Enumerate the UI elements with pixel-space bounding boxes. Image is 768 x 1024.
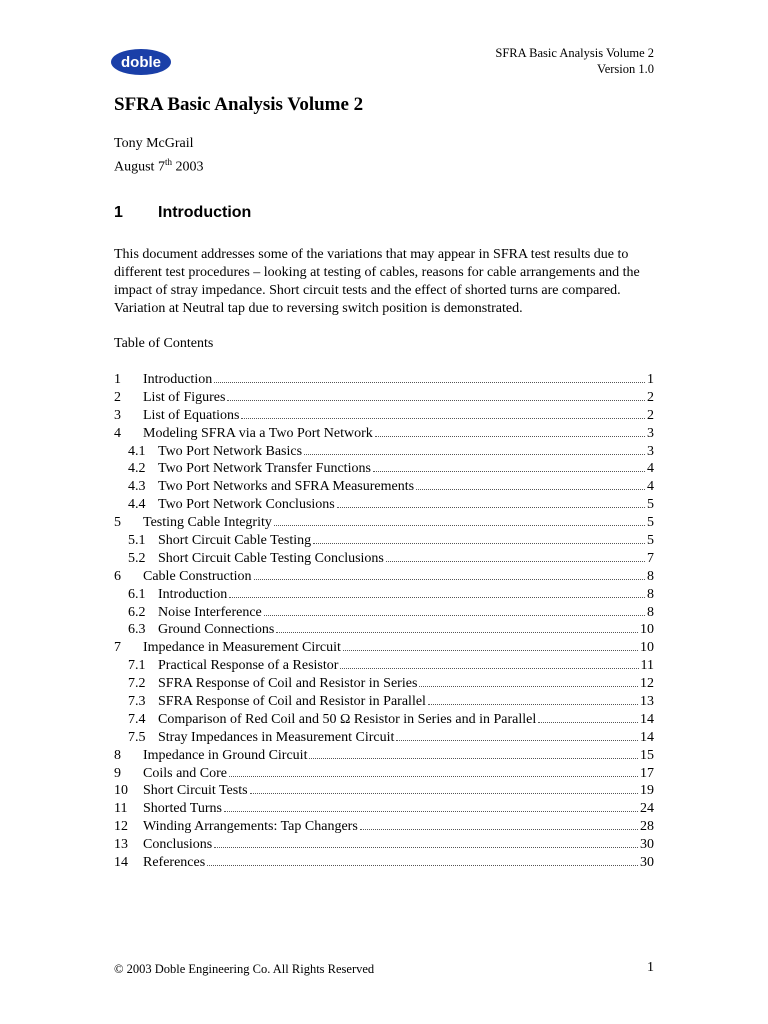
toc-entry-title: Short Circuit Tests xyxy=(143,783,248,799)
toc-dot-leader xyxy=(274,513,645,526)
toc-entry-number: 10 xyxy=(114,783,128,799)
toc-entry-number: 7.3 xyxy=(128,694,146,710)
toc-entry-number: 12 xyxy=(114,819,128,835)
toc-entry-page: 10 xyxy=(640,640,654,656)
toc-entry-number: 6 xyxy=(114,568,121,584)
footer-page-number: 1 xyxy=(647,960,654,975)
toc-dot-leader xyxy=(207,853,638,866)
toc-entry-page: 28 xyxy=(640,819,654,835)
toc-entry-number: 7.5 xyxy=(128,729,146,745)
toc-entry-page: 14 xyxy=(640,729,654,745)
toc-entry-number: 13 xyxy=(114,837,128,853)
toc-entry[interactable] xyxy=(114,459,654,477)
toc-entry-number: 4.1 xyxy=(128,443,146,459)
toc-entry-page: 5 xyxy=(647,497,654,513)
toc-dot-leader xyxy=(313,531,645,544)
toc-entry-number: 14 xyxy=(114,855,128,871)
toc-entry-title: References xyxy=(143,855,206,871)
toc-entry[interactable] xyxy=(114,477,654,495)
toc-entry-title: Two Port Networks and SFRA Measurements xyxy=(158,479,415,495)
toc-entry-number: 11 xyxy=(114,801,128,817)
page-header xyxy=(495,45,654,77)
toc-entry-title: Shorted Turns xyxy=(143,801,222,817)
toc-entry-page: 11 xyxy=(640,658,654,674)
toc-dot-leader xyxy=(360,817,638,830)
toc-dot-leader xyxy=(224,799,638,812)
toc-entry-title: Introduction xyxy=(158,586,228,602)
toc-dot-leader xyxy=(276,620,638,633)
toc-entry-title: Two Port Network Basics xyxy=(158,443,303,459)
document-title: SFRA Basic Analysis Volume 2 xyxy=(114,94,364,115)
toc-entry-number: 4.4 xyxy=(128,497,146,513)
toc-entry-page: 7 xyxy=(647,550,654,566)
toc-entry-title: Introduction xyxy=(143,372,213,387)
toc-entry-title: List of Figures xyxy=(143,389,226,405)
toc-entry-page: 1 xyxy=(647,372,654,387)
toc-entry-title: Coils and Core xyxy=(143,765,227,781)
toc-entry-page: 3 xyxy=(647,425,654,441)
toc-dot-leader xyxy=(227,388,645,401)
toc-dot-leader xyxy=(264,603,645,616)
toc-entry-page: 19 xyxy=(640,783,654,799)
toc-entry-number: 5.2 xyxy=(128,550,146,566)
toc-dot-leader xyxy=(396,728,638,741)
section-number: 1 xyxy=(114,204,123,221)
toc-dot-leader xyxy=(416,477,645,490)
toc-entry[interactable] xyxy=(114,406,654,424)
toc-entry-title: Testing Cable Integrity xyxy=(143,515,272,531)
toc-entry-page: 3 xyxy=(647,443,654,459)
toc-dot-leader xyxy=(229,764,638,777)
intro-paragraph: This document addresses some of the variations that may appear in SFRA test results due to different test procedures – looking at testing of cables, reasons for cable arrangements and the impact of stray impedance. Short circuit tests and the effect of shorted turns are compared. Variation at Neutral tap due to reversing switch position is demonstrated. xyxy=(114,247,640,316)
toc-entry[interactable] xyxy=(114,728,654,746)
toc-entry-number: 7.4 xyxy=(128,711,146,727)
toc-entry-title: Short Circuit Cable Testing Conclusions xyxy=(158,550,384,566)
toc-entry[interactable] xyxy=(114,531,654,549)
document-date: August 7th 2003 xyxy=(114,157,204,175)
toc-dot-leader xyxy=(419,674,638,687)
toc-entry-title: Practical Response of a Resistor xyxy=(158,658,339,674)
toc-entry-page: 13 xyxy=(640,694,654,710)
toc-entry-number: 7.2 xyxy=(128,676,146,692)
toc-entry-page: 14 xyxy=(640,711,654,727)
toc-entry-title: Conclusions xyxy=(143,837,213,853)
toc-entry[interactable] xyxy=(114,513,654,531)
toc-dot-leader xyxy=(254,567,646,580)
toc-entry-page: 8 xyxy=(647,604,654,620)
toc-entry[interactable] xyxy=(114,388,654,406)
toc-entry-page: 17 xyxy=(640,765,654,781)
toc-dot-leader xyxy=(343,638,638,651)
table-of-contents xyxy=(114,370,654,871)
toc-entry-page: 30 xyxy=(640,837,654,853)
toc-entry-page: 5 xyxy=(647,533,654,549)
toc-entry-page: 24 xyxy=(640,801,654,817)
section-title: Introduction xyxy=(158,204,252,221)
toc-entry-title: Impedance in Measurement Circuit xyxy=(143,640,341,656)
doble-logo-mark xyxy=(110,47,172,77)
toc-entry[interactable] xyxy=(114,853,654,871)
toc-entry-title: SFRA Response of Coil and Resistor in Series xyxy=(158,676,418,692)
toc-entry[interactable] xyxy=(114,370,654,388)
toc-entry[interactable] xyxy=(114,674,654,692)
toc-dot-leader xyxy=(373,459,645,472)
toc-entry-number: 4 xyxy=(114,425,121,441)
toc-entry[interactable] xyxy=(114,549,654,567)
toc-dot-leader xyxy=(386,549,645,562)
toc-dot-leader xyxy=(340,656,638,669)
toc-entry-title: Two Port Network Transfer Functions xyxy=(158,461,371,477)
header-doc-ref: SFRA Basic Analysis Volume 2 xyxy=(495,46,654,60)
toc-entry-number: 2 xyxy=(114,389,121,405)
toc-entry-page: 2 xyxy=(647,389,654,405)
toc-entry-page: 10 xyxy=(640,622,654,638)
toc-entry-page: 12 xyxy=(640,676,654,692)
toc-dot-leader xyxy=(428,692,638,705)
toc-entry-number: 4.2 xyxy=(128,461,146,477)
toc-entry[interactable] xyxy=(114,799,654,817)
toc-entry[interactable] xyxy=(114,620,654,638)
toc-entry[interactable] xyxy=(114,692,654,710)
toc-entry[interactable] xyxy=(114,638,654,656)
toc-entry[interactable] xyxy=(114,424,654,442)
toc-entry-title: Cable Construction xyxy=(143,568,252,584)
toc-dot-leader xyxy=(250,781,638,794)
toc-entry-number: 5.1 xyxy=(128,533,146,549)
toc-entry-number: 5 xyxy=(114,515,121,531)
toc-entry-page: 2 xyxy=(647,407,654,423)
toc-entry-page: 8 xyxy=(647,568,654,584)
author-name: Tony McGrail xyxy=(114,136,194,151)
toc-entry[interactable] xyxy=(114,764,654,782)
toc-entry-page: 5 xyxy=(647,515,654,531)
toc-entry-number: 6.3 xyxy=(128,622,146,638)
toc-dot-leader xyxy=(214,370,645,383)
toc-entry-number: 7.1 xyxy=(128,658,146,674)
toc-entry-number: 3 xyxy=(114,407,121,423)
toc-entry-number: 1 xyxy=(114,372,121,387)
toc-entry-page: 4 xyxy=(647,479,654,495)
toc-dot-leader xyxy=(337,495,645,508)
toc-entry-title: Winding Arrangements: Tap Changers xyxy=(143,819,358,835)
doble-logo xyxy=(110,47,172,82)
toc-entry[interactable] xyxy=(114,603,654,621)
toc-entry[interactable] xyxy=(114,746,654,764)
toc-entry-title: List of Equations xyxy=(143,407,240,423)
toc-dot-leader xyxy=(304,442,645,455)
toc-entry[interactable] xyxy=(114,585,654,603)
toc-entry[interactable] xyxy=(114,781,654,799)
toc-entry[interactable] xyxy=(114,817,654,835)
toc-entry-title: Stray Impedances in Measurement Circuit xyxy=(158,729,395,745)
toc-entry-title: Impedance in Ground Circuit xyxy=(143,747,308,763)
toc-entry-title: Ground Connections xyxy=(158,622,275,638)
toc-entry-title: Two Port Network Conclusions xyxy=(158,497,335,513)
toc-entry-number: 9 xyxy=(114,765,121,781)
svg-text:doble: doble xyxy=(121,54,161,71)
toc-entry-number: 4.3 xyxy=(128,479,146,495)
toc-entry-title: Modeling SFRA via a Two Port Network xyxy=(143,425,373,441)
toc-dot-leader xyxy=(229,585,645,598)
toc-dot-leader xyxy=(214,835,638,848)
author-block xyxy=(114,135,203,177)
toc-entry[interactable] xyxy=(114,656,654,674)
toc-entry[interactable] xyxy=(114,442,654,460)
toc-entry-title: Short Circuit Cable Testing xyxy=(158,533,312,549)
toc-entry[interactable] xyxy=(114,835,654,853)
toc-dot-leader xyxy=(309,746,638,759)
toc-label: Table of Contents xyxy=(114,336,214,351)
toc-entry-page: 8 xyxy=(647,586,654,602)
toc-entry[interactable] xyxy=(114,495,654,513)
toc-entry[interactable] xyxy=(114,710,654,728)
toc-dot-leader xyxy=(538,710,638,723)
toc-entry-title: SFRA Response of Coil and Resistor in Parallel xyxy=(158,694,426,710)
toc-entry[interactable] xyxy=(114,567,654,585)
toc-entry-number: 8 xyxy=(114,747,121,763)
toc-entry-title: Comparison of Red Coil and 50 Ω Resistor in Series and in Parallel xyxy=(158,711,537,727)
toc-dot-leader xyxy=(375,424,645,437)
toc-entry-number: 6.1 xyxy=(128,586,146,602)
toc-entry-page: 15 xyxy=(640,747,654,763)
toc-entry-page: 4 xyxy=(647,461,654,477)
footer-copyright: © 2003 Doble Engineering Co. All Rights Reserved xyxy=(114,962,375,976)
toc-entry-number: 6.2 xyxy=(128,604,146,620)
header-version: Version 1.0 xyxy=(597,62,654,76)
toc-dot-leader xyxy=(241,406,645,419)
toc-entry-number: 7 xyxy=(114,640,121,656)
toc-entry-page: 30 xyxy=(640,855,654,871)
section-heading xyxy=(114,204,251,222)
toc-entry-title: Noise Interference xyxy=(158,604,262,620)
